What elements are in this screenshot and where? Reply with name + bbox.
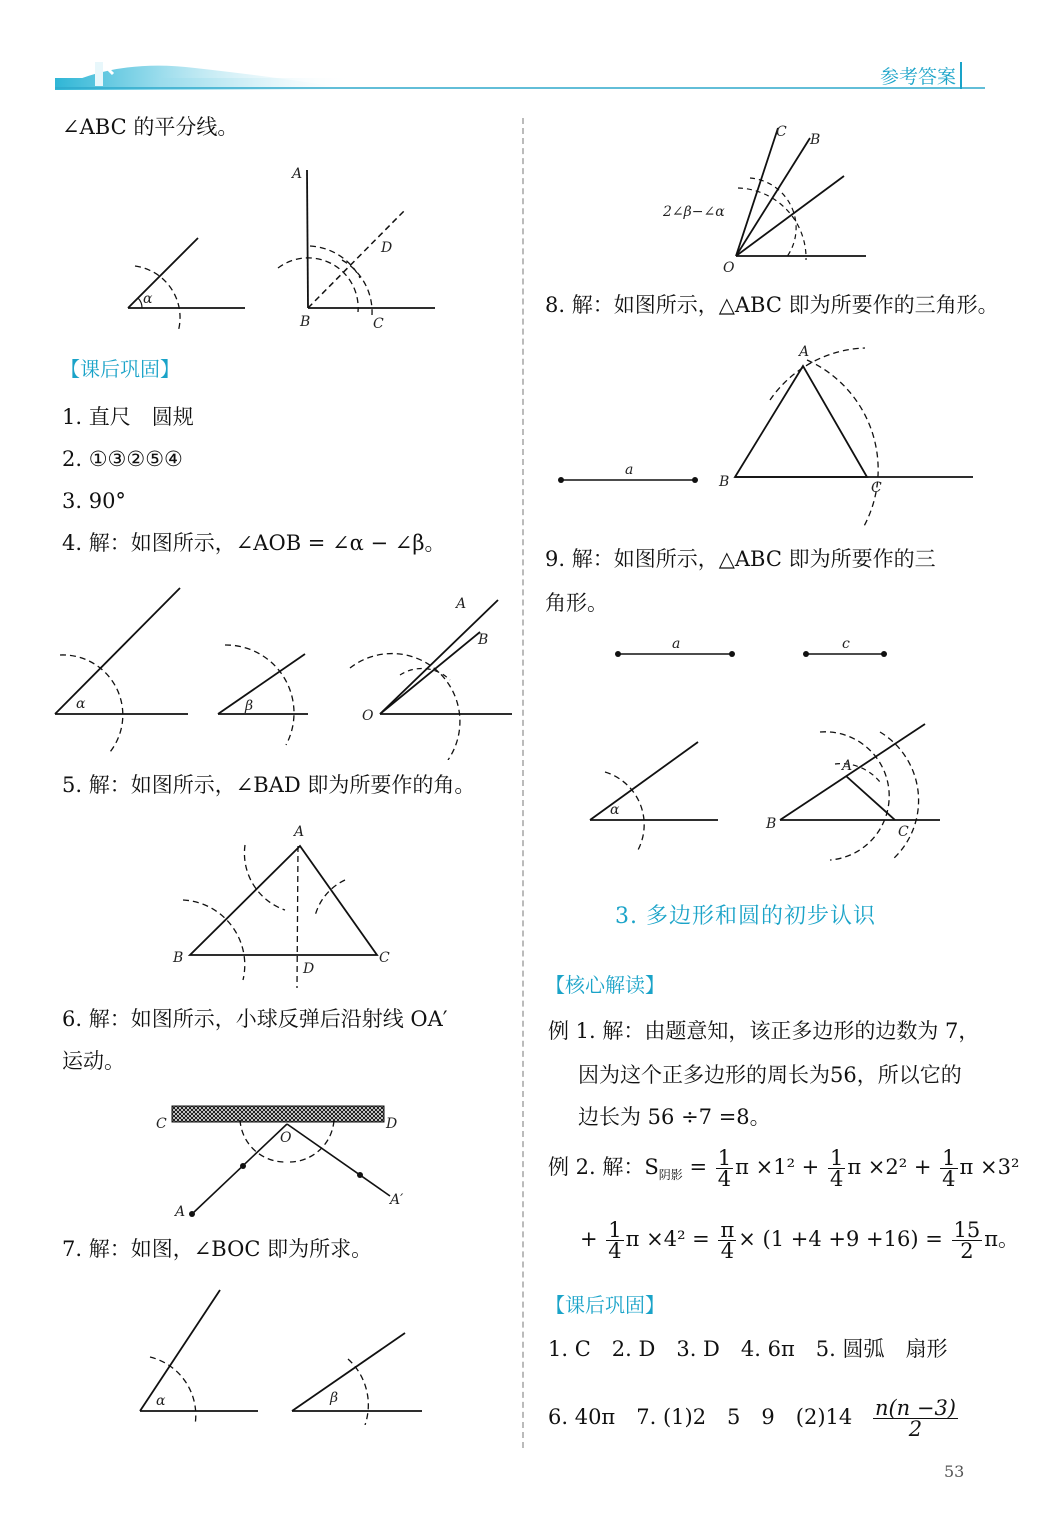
answer-2: 2. ①③②⑤④ bbox=[62, 447, 183, 471]
ex2-t6: π。 bbox=[984, 1227, 1020, 1251]
section-heading-1: 【课后巩固】 bbox=[60, 357, 180, 381]
chapter-title: 3. 多边形和圆的初步认识 bbox=[615, 904, 876, 929]
answer-5: 5. 解：如图所示，∠BAD 即为所要作的角。 bbox=[62, 773, 476, 797]
figure-triangle-8 bbox=[545, 340, 985, 530]
ex2-frac1-num: 1 bbox=[717, 1146, 732, 1170]
fig8-C: C bbox=[871, 480, 882, 496]
fig4-alpha: α bbox=[76, 696, 86, 712]
ex2-frac3 bbox=[940, 1148, 957, 1189]
fig1-A: A bbox=[292, 166, 303, 182]
fig5-D: D bbox=[303, 961, 315, 977]
figure-given-angles bbox=[130, 1285, 430, 1425]
example-2-line2 bbox=[580, 1220, 1019, 1261]
fig5-A: A bbox=[294, 824, 305, 840]
example-2-line1 bbox=[548, 1148, 1019, 1190]
fig7-beta: β bbox=[330, 1390, 339, 1406]
fig8-A: A bbox=[799, 344, 810, 360]
ex2-frac4-den: 4 bbox=[608, 1239, 622, 1263]
fig7b-B: B bbox=[810, 132, 821, 148]
fig4-A: A bbox=[456, 596, 467, 612]
header-tag-text: 参考答案 bbox=[880, 66, 957, 88]
fig6-O: O bbox=[280, 1130, 292, 1146]
answer-9-line1: 9. 解：如图所示，△ABC 即为所要作的三 bbox=[545, 547, 936, 571]
example-1-line1: 例 1. 解：由题意知，该正多边形的边数为 7， bbox=[548, 1019, 980, 1043]
fig6-Aprime: A′ bbox=[390, 1192, 404, 1208]
ex2-frac6 bbox=[952, 1220, 983, 1261]
ex2-frac2 bbox=[828, 1148, 845, 1189]
ex2-frac5-num: π bbox=[720, 1218, 735, 1242]
fig6-C: C bbox=[156, 1116, 167, 1132]
fig9-a: a bbox=[672, 636, 681, 652]
fig1-D: D bbox=[381, 240, 393, 256]
figure-triangle-bisector bbox=[165, 820, 405, 990]
ex2-t2: π ×2² + bbox=[847, 1155, 939, 1179]
answer-4: 4. 解：如图所示，∠AOB = ∠α − ∠β。 bbox=[62, 531, 446, 555]
figure-ball-reflection bbox=[150, 1096, 420, 1226]
answer-1: 1. 直尺 圆规 bbox=[62, 405, 194, 429]
fig6-D: D bbox=[386, 1116, 398, 1132]
fig7b-angle-label: 2∠β−∠α bbox=[663, 204, 725, 220]
answers-6-7-text: 6. 40π 7. (1)2 5 9 (2)14 bbox=[548, 1405, 853, 1429]
ex2-frac5 bbox=[718, 1220, 736, 1261]
figure-angle-difference bbox=[50, 580, 520, 760]
section-heading-3: 【课后巩固】 bbox=[545, 1293, 665, 1317]
example-1-line3: 边长为 56 ÷7 =8。 bbox=[578, 1105, 771, 1129]
fig7b-O: O bbox=[723, 260, 735, 276]
figure-angle-construction bbox=[658, 118, 878, 278]
answer-6-line1: 6. 解：如图所示，小球反弹后沿射线 OA′ bbox=[62, 1007, 448, 1031]
ex2-frac2-num: 1 bbox=[829, 1146, 844, 1170]
figure-triangle-9 bbox=[580, 632, 960, 872]
ex2-frac1-den: 4 bbox=[717, 1167, 732, 1191]
answer-8: 8. 解：如图所示，△ABC 即为所要作的三角形。 bbox=[545, 293, 999, 317]
fig9-A: A bbox=[842, 758, 853, 774]
ex2-frac5-den: 4 bbox=[720, 1239, 735, 1263]
answers-1-5: 1. C 2. D 3. D 4. 6π 5. 圆弧 扇形 bbox=[548, 1337, 948, 1361]
ex2-frac4 bbox=[606, 1220, 623, 1261]
fig8-a: a bbox=[625, 462, 634, 478]
answer-7-formula-num: n(n −3) bbox=[874, 1396, 957, 1420]
fig1-B: B bbox=[300, 314, 311, 330]
fig4-beta: β bbox=[245, 698, 254, 714]
windmill-banner-icon bbox=[55, 38, 985, 96]
fig1-C: C bbox=[373, 316, 384, 332]
fig9-alpha: α bbox=[610, 802, 620, 818]
ex2-lead: 例 2. 解：S bbox=[548, 1155, 659, 1179]
intro-text: ∠ABC 的平分线。 bbox=[62, 115, 239, 139]
header-tag bbox=[880, 62, 962, 89]
answer-6-line2: 运动。 bbox=[62, 1049, 125, 1073]
fig9-c: c bbox=[842, 636, 850, 652]
ex2-frac3-num: 1 bbox=[942, 1146, 956, 1170]
fig4-O: O bbox=[362, 708, 374, 724]
ex2-frac3-den: 4 bbox=[942, 1167, 956, 1191]
fig4-B: B bbox=[478, 632, 489, 648]
answer-7: 7. 解：如图，∠BOC 即为所求。 bbox=[62, 1237, 373, 1261]
answers-6-7 bbox=[548, 1398, 960, 1439]
answer-3: 3. 90° bbox=[62, 489, 126, 513]
ex2-t4: π ×4² = bbox=[625, 1227, 717, 1251]
ex2-frac4-num: 1 bbox=[608, 1218, 622, 1242]
answer-9-line2: 角形。 bbox=[545, 591, 608, 615]
answer-7-formula bbox=[873, 1398, 958, 1439]
figure-angle-bisector bbox=[110, 160, 450, 340]
ex2-sub: 阴影 bbox=[658, 1168, 683, 1183]
fig9-C: C bbox=[898, 824, 909, 840]
ex2-t1: π ×1² + bbox=[735, 1155, 826, 1179]
ex2-frac6-den: 2 bbox=[960, 1239, 974, 1263]
fig5-B: B bbox=[173, 950, 184, 966]
section-heading-2: 【核心解读】 bbox=[545, 973, 665, 997]
fig5-C: C bbox=[379, 950, 390, 966]
fig6-A: A bbox=[175, 1204, 186, 1220]
fig8-B: B bbox=[719, 474, 730, 490]
answer-7-formula-den: 2 bbox=[908, 1417, 923, 1441]
ex2-frac1 bbox=[716, 1148, 733, 1189]
header-banner bbox=[55, 38, 985, 96]
ex2-frac6-num: 15 bbox=[953, 1218, 981, 1242]
fig7b-C: C bbox=[776, 124, 787, 140]
ex2-t5: × (1 +4 +9 +16) = bbox=[738, 1227, 950, 1251]
ex2-frac2-den: 4 bbox=[829, 1167, 844, 1191]
ex2-p1: = bbox=[689, 1155, 714, 1179]
example-1-line2: 因为这个正多边形的周长为56，所以它的 bbox=[578, 1063, 962, 1087]
fig9-B: B bbox=[766, 816, 777, 832]
ex2-p2: + bbox=[580, 1227, 605, 1251]
ex2-t3: π ×3² bbox=[959, 1155, 1020, 1179]
page-number: 53 bbox=[944, 1462, 965, 1481]
fig7-alpha: α bbox=[156, 1393, 166, 1409]
fig1-alpha: α bbox=[143, 291, 153, 307]
column-divider bbox=[522, 118, 524, 1448]
